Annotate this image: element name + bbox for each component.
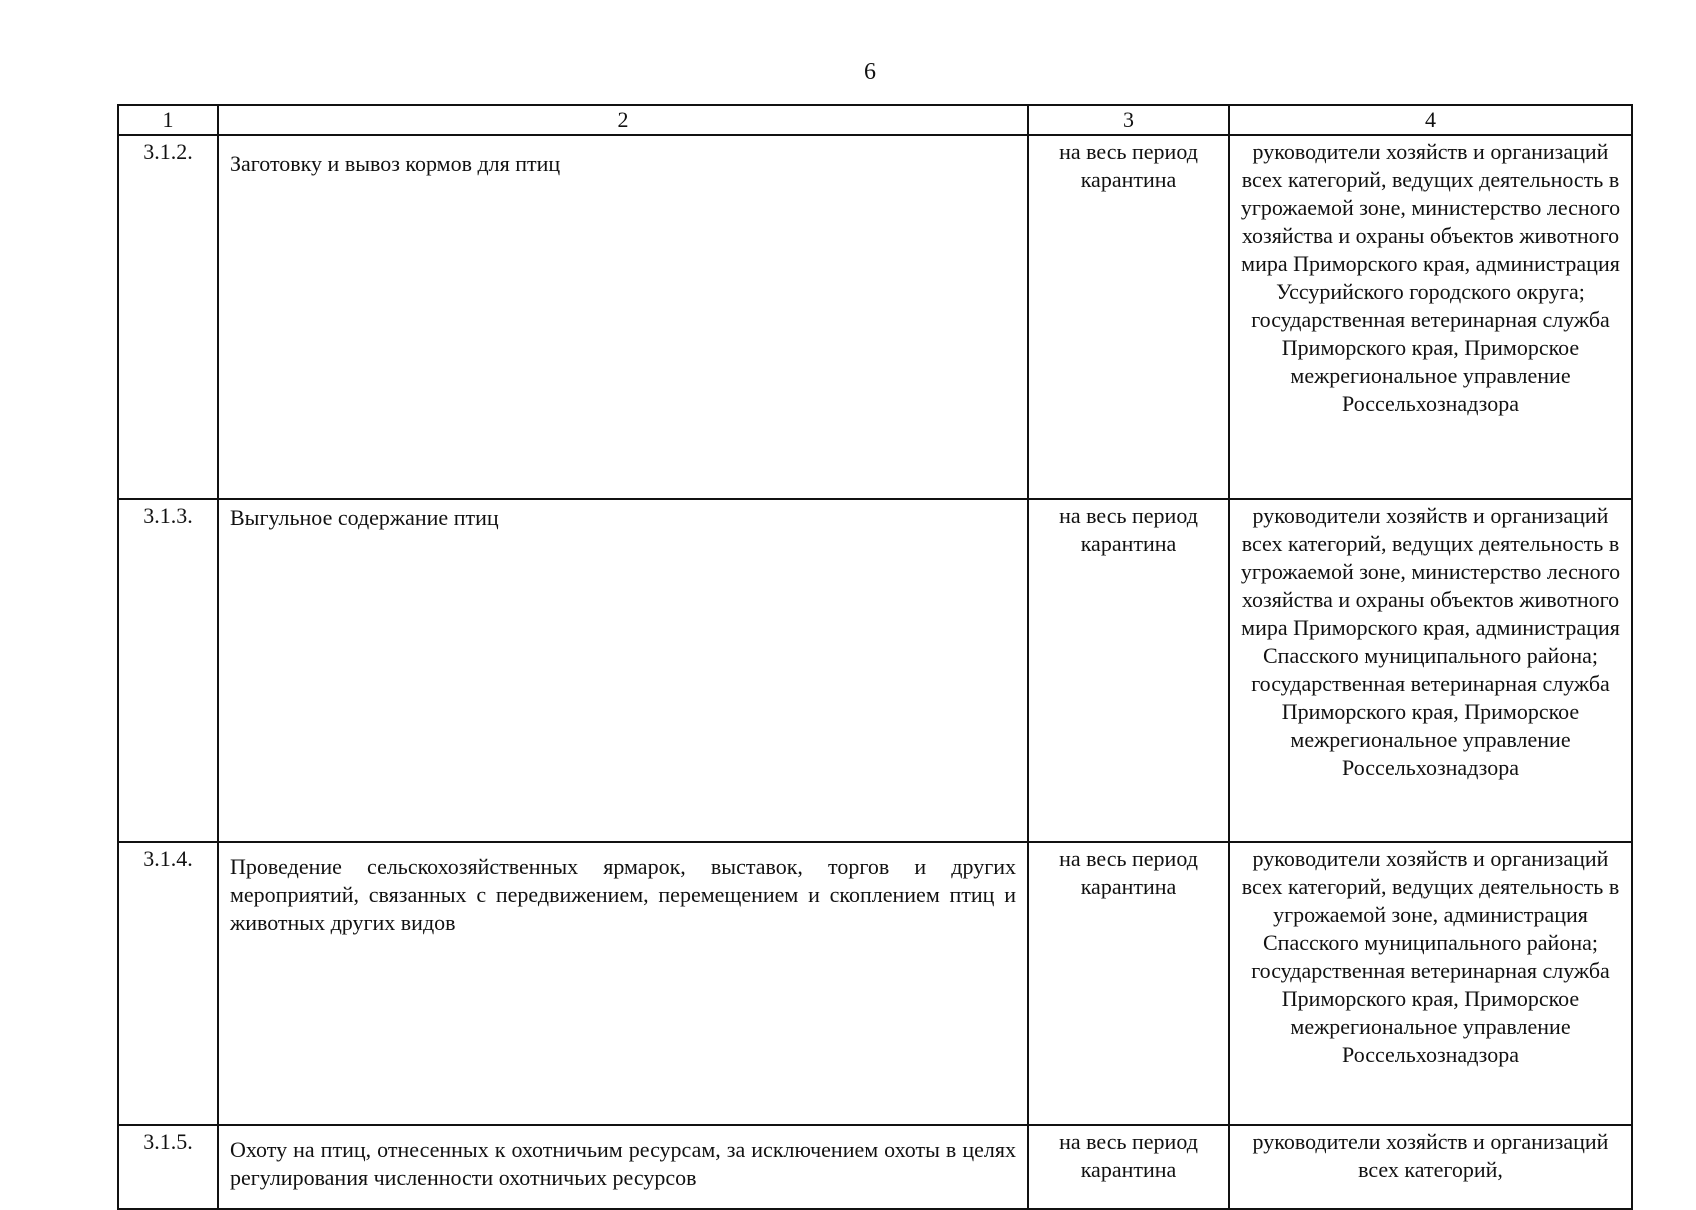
measures-table [117, 104, 1633, 1210]
table-row [118, 1125, 1632, 1209]
responsible-text: руководители хозяйств и организаций всех категорий, ведущих деятельность в угрожаемой зоне, администрация Спасского муниципального района; государственная ветеринарная служба Приморского края, Приморское межрегиональное управление Россельхознадзора [1229, 842, 1632, 1125]
column-header-2: 2 [218, 105, 1028, 135]
column-header-1: 1 [118, 105, 218, 135]
measure-text: Выгульное содержание птиц [218, 499, 1028, 842]
measure-text: Охоту на птиц, отнесенных к охотничьим ресурсам, за исключением охоты в целях регулирования численности охотничьих ресурсов [218, 1125, 1028, 1209]
responsible-text: руководители хозяйств и организаций всех категорий, [1229, 1125, 1632, 1209]
table-row [118, 499, 1632, 842]
page-number: 6 [864, 59, 876, 85]
row-number: 3.1.2. [118, 135, 218, 499]
table-header-row [118, 105, 1632, 135]
row-number: 3.1.5. [118, 1125, 218, 1209]
row-number: 3.1.4. [118, 842, 218, 1125]
column-header-4: 4 [1229, 105, 1632, 135]
period-text: на весь период карантина [1028, 1125, 1229, 1209]
period-text: на весь период карантина [1028, 499, 1229, 842]
measure-text: Заготовку и вывоз кормов для птиц [218, 135, 1028, 499]
responsible-text: руководители хозяйств и организаций всех категорий, ведущих деятельность в угрожаемой зоне, министерство лесного хозяйства и охраны объектов животного мира Приморского края, администрация Уссурийского городского округа; государственная ветеринарная служба Приморского края, Приморское межрегиональное управление Россельхознадзора [1229, 135, 1632, 499]
period-text: на весь период карантина [1028, 842, 1229, 1125]
responsible-text: руководители хозяйств и организаций всех категорий, ведущих деятельность в угрожаемой зоне, министерство лесного хозяйства и охраны объектов животного мира Приморского края, администрация Спасского муниципального района; государственная ветеринарная служба Приморского края, Приморское межрегиональное управление Россельхознадзора [1229, 499, 1632, 842]
row-number: 3.1.3. [118, 499, 218, 842]
measure-text: Проведение сельскохозяйственных ярмарок, выставок, торгов и других мероприятий, связанных с передвижением, перемещением и скоплением птиц и животных других видов [218, 842, 1028, 1125]
table-row [118, 842, 1632, 1125]
column-header-3: 3 [1028, 105, 1229, 135]
table-row [118, 135, 1632, 499]
period-text: на весь период карантина [1028, 135, 1229, 499]
